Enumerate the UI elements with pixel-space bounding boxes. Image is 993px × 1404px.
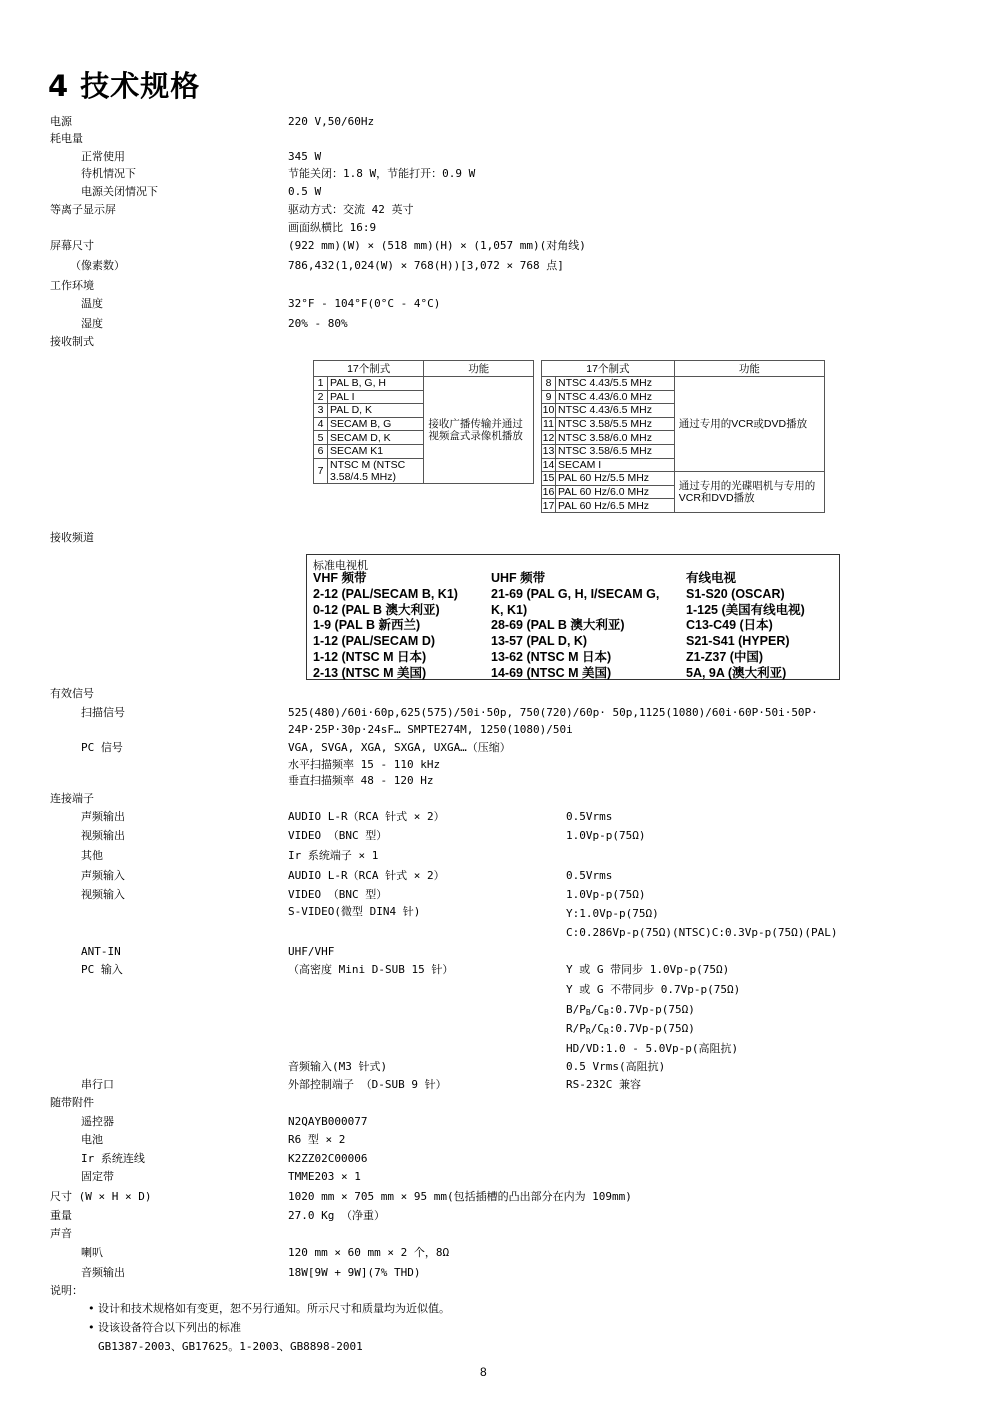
audio-in-level: 0.5 Vrms(高阻抗): [566, 1060, 666, 1073]
page-title: 4 技术规格: [48, 69, 201, 103]
table-header-function: 功能: [424, 361, 534, 377]
system-name: NTSC 4.43/6.0 MHz: [556, 390, 675, 404]
cable-item: C13-C49 (日本): [686, 618, 773, 633]
ant-value: UHF/VHF: [288, 945, 335, 958]
battery-value: R6 型 × 2: [288, 1133, 346, 1146]
audio-out-value: 18W[9W + 9W](7% THD): [288, 1266, 421, 1279]
system-function: 通过专用的VCR或DVD播放: [674, 377, 824, 472]
table-header-function: 功能: [674, 361, 824, 377]
speaker-value: 120 mm × 60 mm × 2 个，8Ω: [288, 1246, 450, 1259]
cable-column: [686, 571, 805, 682]
pcin-label: PC 输入: [81, 963, 123, 976]
system-name: [328, 458, 424, 483]
speaker-label: 喇叭: [81, 1246, 103, 1259]
system-name: SECAM K1: [328, 444, 424, 458]
poweroff-label: 电源关闭情况下: [81, 185, 158, 198]
panel-label: 等离子显示屏: [50, 203, 116, 216]
system-name: SECAM I: [556, 458, 675, 472]
pcin-hdvd: HD/VD:1.0 - 5.0Vp-p(高阻抗): [566, 1042, 739, 1055]
system-number: 1: [314, 377, 328, 391]
uhf-item: K, K1): [491, 602, 528, 617]
vhf-item: 1-12 (NTSC M 日本): [313, 649, 427, 664]
vout-label: 视频输出: [81, 829, 125, 842]
system-number: 6: [314, 444, 328, 458]
audio-in-value: 音频输入(M3 针式): [288, 1060, 388, 1073]
vhf-title: VHF 频带: [313, 571, 367, 585]
pcin-pr-sub: R: [585, 1027, 591, 1036]
uhf-item: 13-62 (NTSC M 日本): [491, 649, 612, 664]
system-name: SECAM B, G: [328, 417, 424, 431]
power-value: 220 V,50/60Hz: [288, 115, 375, 128]
note-bullet: •: [88, 1321, 95, 1334]
pcin-pb-text: B/P: [566, 1003, 586, 1016]
pcin-pr: [566, 1022, 695, 1036]
ircable-value: K2ZZ02C00006: [288, 1152, 368, 1165]
system-number: 10: [542, 404, 555, 417]
serial-value: 外部控制端子 （D-SUB 9 针）: [288, 1078, 447, 1091]
power-label: 电源: [50, 115, 72, 128]
function-line: 通过专用的光碟唱机与专用的: [678, 480, 816, 493]
cable-item: 5A, 9A (澳大利亚): [686, 665, 787, 680]
poweroff-value: 0.5 W: [288, 185, 322, 198]
remote-value: N2QAYB000077: [288, 1115, 368, 1128]
note-2: 设该设备符合以下列出的标准: [98, 1321, 241, 1334]
temp-label: 温度: [81, 297, 103, 310]
scan-label: 扫描信号: [81, 706, 125, 719]
system-number: 5: [314, 431, 328, 445]
clamp-label: 固定带: [81, 1170, 114, 1183]
pcin-cb-sub: B: [603, 1008, 609, 1017]
system-number: 16: [542, 486, 555, 499]
standby-value: 节能关闭：1.8 W，节能打开：0.9 W: [288, 167, 476, 180]
pcin-pb: [566, 1003, 695, 1017]
system-name: PAL 60 Hz/6.0 MHz: [556, 485, 675, 499]
temp-value: 32°F - 104°F(0°C - 4°C): [288, 297, 441, 310]
conn-label: 连接端子: [50, 792, 94, 805]
vhf-item: 0-12 (PAL B 澳大利亚): [313, 602, 440, 617]
svideo-value: S-VIDEO(微型 DIN4 针): [288, 905, 421, 918]
system-number: 15: [542, 472, 555, 485]
channel-box: [306, 554, 840, 680]
vin-label: 视频输入: [81, 888, 125, 901]
pcin-pb-level: :0.7Vp-p(75Ω): [608, 1003, 695, 1016]
note-1: 设计和技术规格如有变更，恕不另行通知。所示尺寸和质量均为近似值。: [98, 1302, 450, 1315]
system-number: 11: [543, 418, 554, 431]
pcin-nosync: Y 或 G 不带同步 0.7Vp-p(75Ω): [566, 983, 741, 996]
system-name: PAL I: [328, 390, 424, 404]
serial-label: 串行口: [81, 1078, 114, 1091]
system-number: 3: [314, 404, 328, 418]
rx-ch-label: 接收频道: [50, 531, 94, 544]
sound-label: 声音: [50, 1227, 72, 1240]
system-name: PAL 60 Hz/5.5 MHz: [556, 472, 675, 486]
consumption-label: 耗电量: [50, 132, 83, 145]
system-name: NTSC 4.43/6.5 MHz: [556, 404, 675, 418]
function-line: 接收广播传输并通过: [428, 417, 523, 430]
pc-value-1: VGA, SVGA, XGA, SXGA, UXGA…（压缩）: [288, 741, 511, 754]
pcin-cb-text: /C: [590, 1003, 604, 1016]
vout-value: VIDEO （BNC 型）: [288, 829, 388, 842]
systems-table-left: [313, 360, 534, 484]
aspect-value: 画面纵横比 16:9: [288, 221, 377, 234]
screen-label: 屏幕尺寸: [50, 239, 94, 252]
system-number: 17: [542, 499, 555, 512]
ant-label: ANT-IN: [81, 945, 121, 958]
humid-value: 20% - 80%: [288, 317, 348, 330]
vhf-column: [313, 571, 458, 682]
cable-item: Z1-Z37 (中国): [686, 649, 764, 664]
function-line: VCR和DVD播放: [678, 492, 755, 505]
system-name: NTSC 3.58/6.0 MHz: [556, 431, 675, 445]
vhf-item: 1-9 (PAL B 新西兰): [313, 618, 421, 633]
note-3: GB1387-2003、GB17625。1-2003、GB8898-2001: [98, 1340, 363, 1353]
aout-level: 0.5Vrms: [566, 810, 613, 823]
system-function: [424, 377, 534, 484]
clamp-value: TMME203 × 1: [288, 1170, 361, 1183]
aout-value: AUDIO L-R（RCA 针式 × 2）: [288, 810, 445, 823]
pcin-pr-level: :0.7Vp-p(75Ω): [608, 1022, 695, 1035]
system-name: PAL B, G, H: [328, 377, 424, 391]
pcin-pr-text: R/P: [566, 1022, 586, 1035]
pcin-pb-sub: B: [585, 1008, 591, 1017]
system-number: 12: [542, 431, 555, 444]
pcin-sync: Y 或 G 带同步 1.0Vp-p(75Ω): [566, 963, 730, 976]
page-number: 8: [480, 1365, 487, 1379]
table-header-systems: 17个制式: [314, 361, 424, 377]
humid-label: 湿度: [81, 317, 103, 330]
cable-title: 有线电视: [686, 571, 737, 585]
cable-item: 1-125 (美国有线电视): [686, 602, 805, 617]
function-line: 视频盒式录像机播放: [428, 429, 523, 442]
pc-value-2: 水平扫描频率 15 - 110 kHz: [288, 758, 441, 771]
vin-value: VIDEO （BNC 型）: [288, 888, 388, 901]
note-bullet: •: [88, 1302, 95, 1315]
uhf-item: 13-57 (PAL D, K): [491, 634, 588, 649]
uhf-title: UHF 频带: [491, 571, 546, 585]
ircable-label: Ir 系统连线: [81, 1152, 145, 1165]
uhf-column: [491, 571, 659, 682]
cable-item: S21-S41 (HYPER): [686, 634, 790, 649]
pcin-cr-text: /C: [590, 1022, 604, 1035]
rx-sys-label: 接收制式: [50, 335, 94, 348]
other-value: Ir 系统端子 × 1: [288, 849, 379, 862]
systems-table-right: [541, 360, 825, 513]
env-label: 工作环境: [50, 279, 94, 292]
system-number: 13: [542, 445, 555, 458]
aout-label: 声频输出: [81, 810, 125, 823]
system-name: NTSC 4.43/5.5 MHz: [556, 377, 675, 391]
system-number: 8: [542, 377, 556, 391]
system-function: [674, 472, 824, 513]
uhf-item: 14-69 (NTSC M 美国): [491, 665, 612, 680]
pc-label: PC 信号: [81, 741, 123, 754]
ain-value: AUDIO L-R（RCA 针式 × 2）: [288, 869, 445, 882]
vhf-item: 2-13 (NTSC M 美国): [313, 665, 427, 680]
vhf-item: 2-12 (PAL/SECAM B, K1): [313, 586, 458, 601]
system-number: 14: [542, 458, 555, 471]
system-name-line: NTSC M (NTSC: [330, 458, 406, 471]
other-label: 其他: [81, 849, 103, 862]
serial-compat: RS-232C 兼容: [566, 1078, 641, 1091]
audio-out-label: 音频输出: [81, 1266, 125, 1279]
vout-level: 1.0Vp-p(75Ω): [566, 829, 646, 842]
cable-item: S1-S20 (OSCAR): [686, 586, 785, 601]
battery-label: 电池: [81, 1133, 103, 1146]
weight-label: 重量: [50, 1209, 72, 1222]
standby-label: 待机情况下: [81, 167, 136, 180]
pcin-value: （高密度 Mini D-SUB 15 针）: [288, 963, 454, 976]
vin-level: 1.0Vp-p(75Ω): [566, 888, 646, 901]
system-name: SECAM D, K: [328, 431, 424, 445]
dim-value: 1020 mm × 705 mm × 95 mm(包括插槽的凸出部分在内为 109mm): [288, 1190, 632, 1203]
panel-value: 驱动方式：交流 42 英寸: [288, 203, 414, 216]
pixels-label: （像素数）: [70, 259, 125, 272]
scan-value-2: 24P·25P·30p·24sF… SMPTE274M, 1250(1080)/50i: [288, 723, 573, 736]
screen-value: (922 mm)(W) × (518 mm)(H) × (1,057 mm)(对角线): [288, 239, 586, 252]
pcin-cr-sub: R: [603, 1027, 609, 1036]
acc-label: 随带附件: [50, 1096, 94, 1109]
table-header-systems: 17个制式: [542, 361, 675, 377]
svideo-y: Y:1.0Vp-p(75Ω): [566, 907, 659, 920]
system-number: 4: [314, 417, 328, 431]
system-name: NTSC 3.58/6.5 MHz: [556, 444, 675, 458]
system-number: 2: [314, 390, 328, 404]
system-number: 9: [542, 390, 556, 404]
uhf-item: 21-69 (PAL G, H, I/SECAM G,: [491, 586, 660, 601]
system-name: PAL 60 Hz/6.5 MHz: [556, 499, 675, 513]
normal-value: 345 W: [288, 150, 322, 163]
pc-value-3: 垂直扫描频率 48 - 120 Hz: [288, 774, 434, 787]
channel-header: 标准电视机: [313, 560, 368, 572]
svideo-c: C:0.286Vp-p(75Ω)(NTSC)C:0.3Vp-p(75Ω)(PAL): [566, 926, 838, 939]
signal-label: 有效信号: [50, 687, 94, 700]
normal-label: 正常使用: [81, 150, 125, 163]
system-name: PAL D, K: [328, 404, 424, 418]
remote-label: 遥控器: [81, 1115, 114, 1128]
uhf-item: 28-69 (PAL B 澳大利亚): [491, 618, 625, 633]
scan-value-1: 525(480)/60i·60p,625(575)/50i·50p, 750(720)/60p· 50p,1125(1080)/60i·60P·50i·50P·: [288, 706, 818, 719]
dim-label: 尺寸 (W × H × D): [50, 1190, 152, 1203]
vhf-item: 1-12 (PAL/SECAM D): [313, 634, 436, 649]
pixels-value: 786,432(1,024(W) × 768(H))[3,072 × 768 点]: [288, 259, 564, 272]
weight-value: 27.0 Kg （净重）: [288, 1209, 385, 1222]
system-name: NTSC 3.58/5.5 MHz: [556, 417, 675, 431]
ain-label: 声频输入: [81, 869, 125, 882]
note-label: 说明：: [50, 1284, 83, 1297]
system-name-line: 3.58/4.5 MHz): [330, 470, 396, 483]
ain-level: 0.5Vrms: [566, 869, 613, 882]
system-number: 7: [314, 458, 328, 483]
